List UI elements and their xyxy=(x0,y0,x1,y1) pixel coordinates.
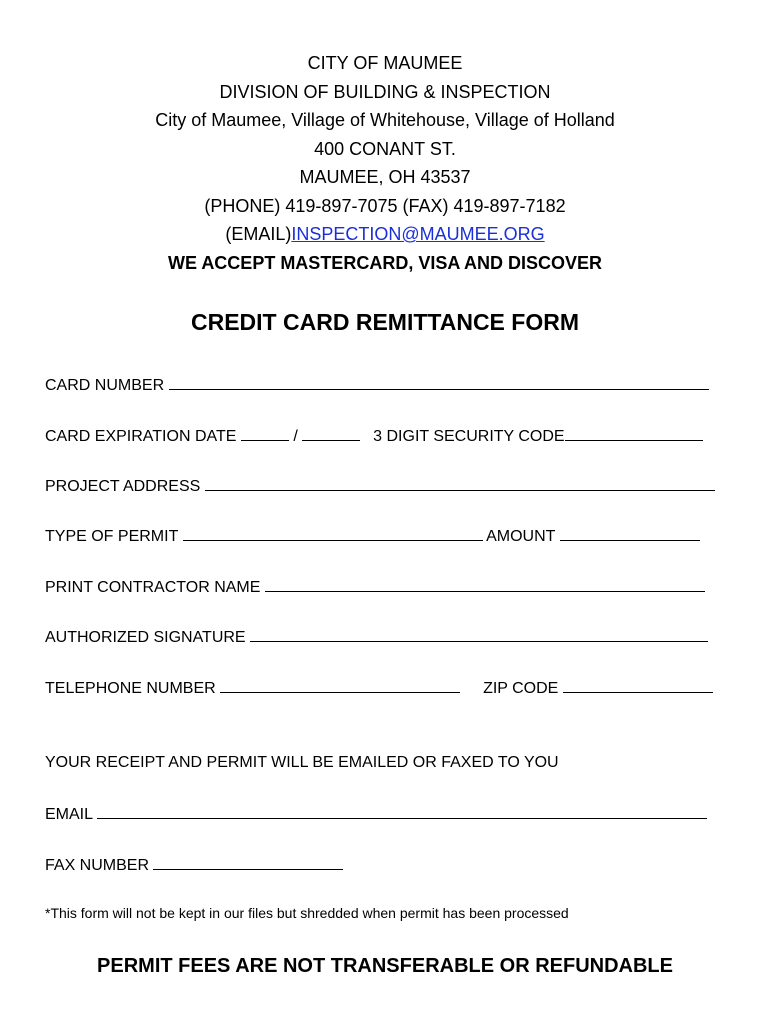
permit-type-field[interactable] xyxy=(183,525,483,541)
cards-accepted: WE ACCEPT MASTERCARD, VISA AND DISCOVER xyxy=(167,252,603,273)
jurisdictions: City of Maumee, Village of Whitehouse, Village of Holland xyxy=(155,110,615,130)
expiration-year-field[interactable] xyxy=(302,425,360,441)
expiration-month-field[interactable] xyxy=(241,425,289,441)
zip-label: ZIP CODE xyxy=(483,680,559,697)
card-number-row xyxy=(45,374,709,397)
fax-label: FAX NUMBER xyxy=(45,857,150,874)
amount-label: AMOUNT xyxy=(486,528,556,545)
fax-field[interactable] xyxy=(153,854,343,870)
letterhead xyxy=(0,49,770,277)
card-number-label: CARD NUMBER xyxy=(45,377,165,394)
expiration-label: CARD EXPIRATION DATE xyxy=(45,428,237,445)
amount-field[interactable] xyxy=(560,525,700,541)
expiration-row xyxy=(45,425,703,448)
signature-label: AUTHORIZED SIGNATURE xyxy=(45,629,246,646)
telephone-label: TELEPHONE NUMBER xyxy=(45,680,216,697)
email-prefix: (EMAIL) xyxy=(225,224,292,244)
email-link[interactable]: INSPECTION@MAUMEE.ORG xyxy=(291,224,545,244)
project-address-field[interactable] xyxy=(205,475,715,491)
contractor-name-label: PRINT CONTRACTOR NAME xyxy=(45,579,261,596)
receipt-notice: YOUR RECEIPT AND PERMIT WILL BE EMAILED OR FAXED TO YOU xyxy=(45,754,559,771)
fax-row xyxy=(45,854,343,877)
telephone-field[interactable] xyxy=(220,677,460,693)
form-title: CREDIT CARD REMITTANCE FORM xyxy=(191,309,579,335)
contractor-name-row xyxy=(45,576,705,599)
project-address-label: PROJECT ADDRESS xyxy=(45,478,201,495)
email-line xyxy=(0,220,770,249)
phone-fax: (PHONE) 419-897-7075 (FAX) 419-897-7182 xyxy=(204,195,566,216)
security-code-field[interactable] xyxy=(565,425,703,441)
refund-policy: PERMIT FEES ARE NOT TRANSFERABLE OR REFUNDABLE xyxy=(97,955,673,977)
project-address-row xyxy=(45,475,715,498)
signature-field[interactable] xyxy=(250,626,708,642)
expiration-separator: / xyxy=(293,428,298,445)
city-name: CITY OF MAUMEE xyxy=(307,53,463,73)
zip-field[interactable] xyxy=(563,677,713,693)
division-name: DIVISION OF BUILDING & INSPECTION xyxy=(219,81,551,102)
email-row xyxy=(45,803,707,826)
contractor-name-field[interactable] xyxy=(265,576,705,592)
security-code-label: 3 DIGIT SECURITY CODE xyxy=(373,428,565,445)
city-state-zip: MAUMEE, OH 43537 xyxy=(299,167,471,187)
street-address: 400 CONANT ST. xyxy=(314,138,456,159)
shredding-note: *This form will not be kept in our files but shredded when permit has been processed xyxy=(45,905,569,921)
email-field[interactable] xyxy=(97,803,707,819)
permit-type-label: TYPE OF PERMIT xyxy=(45,528,179,545)
card-number-field[interactable] xyxy=(169,374,709,390)
signature-row xyxy=(45,626,708,649)
permit-type-row xyxy=(45,525,700,548)
telephone-zip-row xyxy=(45,677,713,700)
email-label: EMAIL xyxy=(45,806,93,823)
